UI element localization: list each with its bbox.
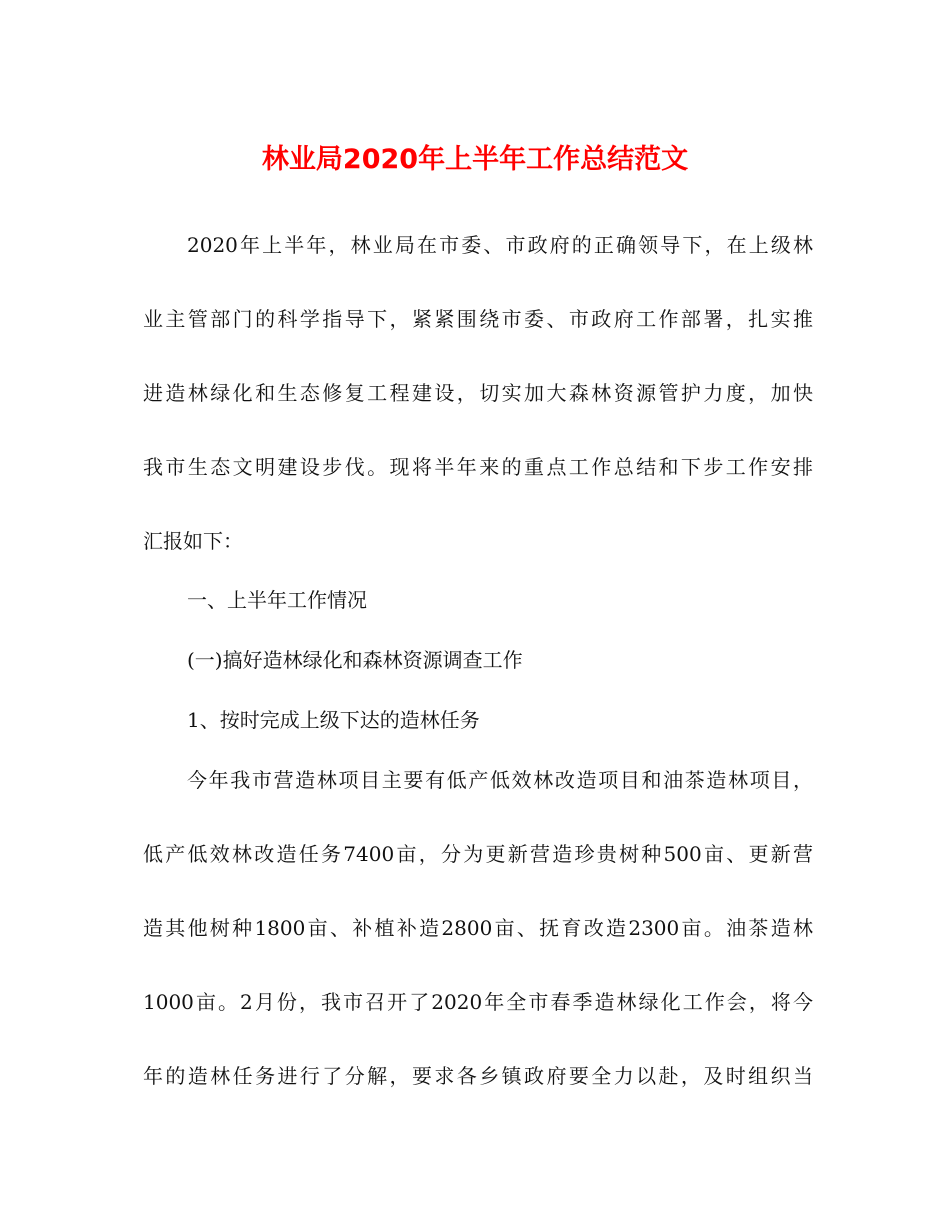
paragraph-line: 低产低效林改造任务7400亩，分为更新营造珍贵树种500亩、更新营	[143, 842, 813, 866]
paragraph-line: 1000亩。2月份，我市召开了2020年全市春季造林绿化工作会，将今	[143, 990, 813, 1014]
paragraph-line: 我市生态文明建设步伐。现将半年来的重点工作总结和下步工作安排	[143, 455, 813, 479]
document-title: 林业局2020年上半年工作总结范文	[261, 144, 689, 175]
item-heading: 1、按时完成上级下达的造林任务	[187, 708, 480, 732]
section-heading: 一、上半年工作情况	[187, 588, 367, 612]
paragraph-line: 汇报如下：	[143, 529, 243, 553]
paragraph-line: 今年我市营造林项目主要有低产低效林改造项目和油茶造林项目，	[187, 768, 813, 792]
paragraph-line: 年的造林任务进行了分解，要求各乡镇政府要全力以赴，及时组织当	[143, 1064, 813, 1088]
paragraph-line: 2020年上半年，林业局在市委、市政府的正确领导下，在上级林	[187, 233, 813, 257]
subsection-heading: (一)搞好造林绿化和森林资源调查工作	[187, 648, 523, 672]
paragraph-line: 业主管部门的科学指导下，紧紧围绕市委、市政府工作部署，扎实推	[143, 307, 813, 331]
paragraph-line: 造其他树种1800亩、补植补造2800亩、抚育改造2300亩。油茶造林	[143, 916, 813, 940]
paragraph-line: 进造林绿化和生态修复工程建设，切实加大森林资源管护力度，加快	[143, 381, 813, 405]
